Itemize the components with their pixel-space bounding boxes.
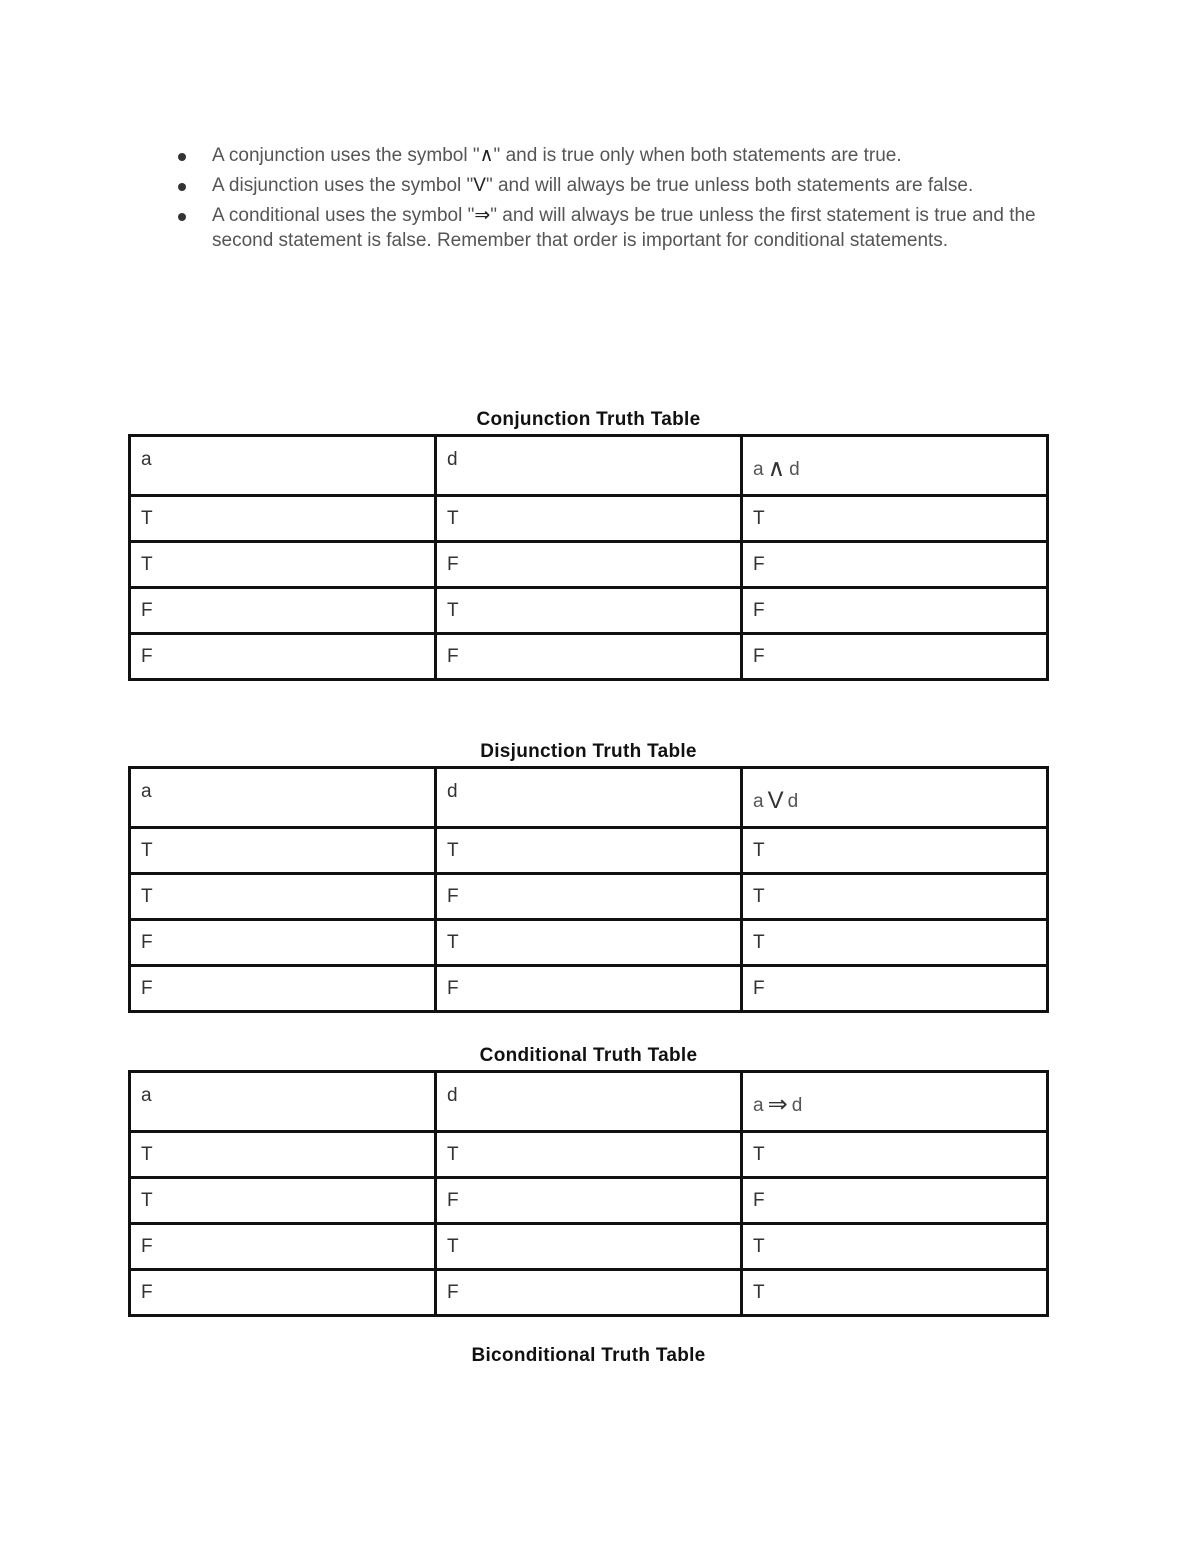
conjunction-truth-table	[128, 434, 1049, 681]
table-cell: T	[436, 828, 742, 874]
disjunction-truth-table	[128, 766, 1049, 1013]
table-cell: T	[742, 496, 1048, 542]
table-header-row	[130, 768, 1048, 828]
table-cell: F	[742, 966, 1048, 1012]
header-a: a	[130, 1072, 436, 1132]
header-expression: a ⇒ d	[742, 1072, 1048, 1132]
header-d: d	[436, 436, 742, 496]
header-d: d	[436, 1072, 742, 1132]
table-cell: T	[436, 1132, 742, 1178]
table-cell: T	[130, 496, 436, 542]
table-cell: F	[130, 920, 436, 966]
conjunction-table-block	[128, 406, 1049, 681]
bullet-disjunction: A disjunction uses the symbol "V" and will always be true unless both statements are false.	[178, 174, 1048, 199]
table-row	[130, 1270, 1048, 1316]
table-cell: T	[130, 1132, 436, 1178]
header-a: a	[130, 436, 436, 496]
conditional-truth-table	[128, 1070, 1049, 1317]
table-cell: T	[130, 542, 436, 588]
table-cell: T	[130, 828, 436, 874]
table-cell: T	[742, 1270, 1048, 1316]
table-cell: F	[436, 634, 742, 680]
table-cell: T	[436, 1224, 742, 1270]
header-expression: a V d	[742, 768, 1048, 828]
table-cell: F	[130, 634, 436, 680]
table-title: Conjunction Truth Table	[476, 409, 701, 430]
table-header-row	[130, 436, 1048, 496]
table-cell: T	[436, 920, 742, 966]
table-cell: T	[130, 874, 436, 920]
table-row	[130, 874, 1048, 920]
disjunction-table-block	[128, 738, 1049, 1013]
table-cell: T	[742, 920, 1048, 966]
table-cell: F	[436, 966, 742, 1012]
table-header-row	[130, 1072, 1048, 1132]
table-cell: T	[742, 828, 1048, 874]
table-cell: F	[742, 1178, 1048, 1224]
table-cell: F	[436, 1178, 742, 1224]
definitions-list	[178, 144, 1048, 259]
table-cell: F	[436, 1270, 742, 1316]
bullet-dot-icon	[178, 153, 186, 161]
table-row	[130, 828, 1048, 874]
table-cell: F	[130, 966, 436, 1012]
bullet-conjunction: A conjunction uses the symbol "∧" and is true only when both statements are true.	[178, 144, 1048, 169]
table-cell: T	[742, 1224, 1048, 1270]
table-cell: F	[130, 588, 436, 634]
and-operator-icon: ∧	[767, 455, 786, 482]
conjunction-symbol: ∧	[479, 145, 494, 166]
bullet-dot-icon	[178, 183, 186, 191]
biconditional-table-title: Biconditional Truth Table	[471, 1345, 706, 1366]
table-title: Conditional Truth Table	[479, 1045, 698, 1066]
table-cell: F	[130, 1270, 436, 1316]
disjunction-symbol: V	[473, 175, 486, 196]
bullet-conditional: A conditional uses the symbol "⇒" and will always be true unless the first statement is true and the second statement is false. Remember that order is important for conditional statements.	[178, 204, 1048, 253]
table-row	[130, 1132, 1048, 1178]
table-row	[130, 920, 1048, 966]
table-row	[130, 1178, 1048, 1224]
table-cell: F	[436, 874, 742, 920]
header-expression: a ∧ d	[742, 436, 1048, 496]
table-cell: F	[742, 634, 1048, 680]
table-cell: T	[742, 1132, 1048, 1178]
table-cell: F	[742, 542, 1048, 588]
conditional-table-block	[128, 1042, 1049, 1317]
conditional-symbol: ⇒	[474, 205, 491, 226]
table-cell: T	[436, 588, 742, 634]
bullet-dot-icon	[178, 213, 186, 221]
table-cell: F	[130, 1224, 436, 1270]
header-d: d	[436, 768, 742, 828]
table-row	[130, 542, 1048, 588]
header-a: a	[130, 768, 436, 828]
table-row	[130, 1224, 1048, 1270]
table-row	[130, 966, 1048, 1012]
implies-arrow-icon: ⇒	[767, 1091, 788, 1118]
table-cell: T	[436, 496, 742, 542]
table-cell: F	[436, 542, 742, 588]
table-row	[130, 496, 1048, 542]
table-cell: T	[130, 1178, 436, 1224]
table-row	[130, 634, 1048, 680]
or-operator-icon: V	[767, 787, 784, 814]
table-cell: F	[742, 588, 1048, 634]
table-title: Disjunction Truth Table	[480, 741, 697, 762]
table-row	[130, 588, 1048, 634]
table-cell: T	[742, 874, 1048, 920]
